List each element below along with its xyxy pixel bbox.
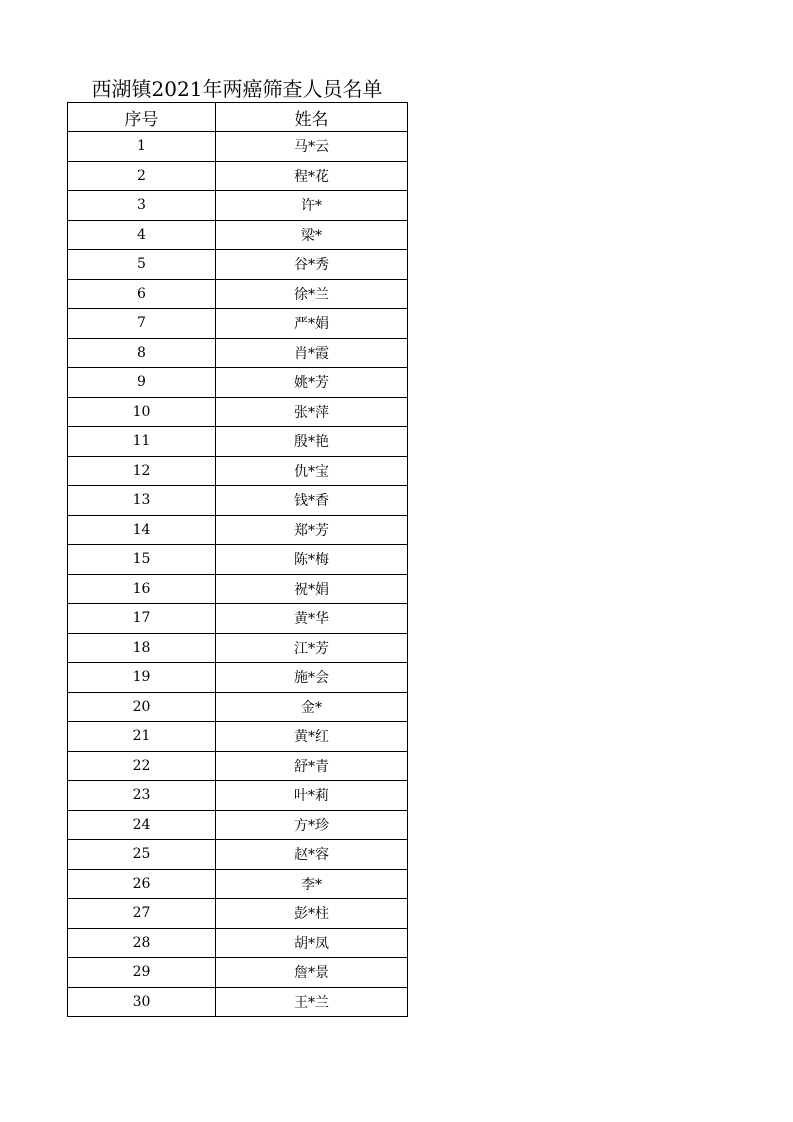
screening-roster-table xyxy=(67,102,408,1017)
row-name-cell: 施*会 xyxy=(216,663,408,693)
row-index-cell: 2 xyxy=(68,161,216,191)
row-name-cell: 严*娟 xyxy=(216,309,408,339)
row-index-cell: 19 xyxy=(68,663,216,693)
row-name-cell: 胡*凤 xyxy=(216,928,408,958)
row-name-cell: 江*芳 xyxy=(216,633,408,663)
table-row xyxy=(68,692,408,722)
document-title xyxy=(67,76,407,102)
title-text: 西湖镇2021年两癌筛查人员名单 xyxy=(91,77,383,101)
row-name-cell: 黄*红 xyxy=(216,722,408,752)
row-name-cell: 张*萍 xyxy=(216,397,408,427)
row-index-cell: 21 xyxy=(68,722,216,752)
row-index-cell: 20 xyxy=(68,692,216,722)
table-row xyxy=(68,191,408,221)
row-index-cell: 1 xyxy=(68,132,216,162)
table-row xyxy=(68,397,408,427)
table-header-row xyxy=(68,103,408,132)
row-name-cell: 叶*莉 xyxy=(216,781,408,811)
table-row xyxy=(68,899,408,929)
row-name-cell: 金* xyxy=(216,692,408,722)
table-row xyxy=(68,486,408,516)
row-index-cell: 11 xyxy=(68,427,216,457)
row-name-cell: 祝*娟 xyxy=(216,574,408,604)
row-index-cell: 7 xyxy=(68,309,216,339)
row-index-cell: 25 xyxy=(68,840,216,870)
column-header-index: 序号 xyxy=(68,103,216,132)
table-row xyxy=(68,840,408,870)
column-header-name: 姓名 xyxy=(216,103,408,132)
row-name-cell: 程*花 xyxy=(216,161,408,191)
row-index-cell: 8 xyxy=(68,338,216,368)
row-name-cell: 郑*芳 xyxy=(216,515,408,545)
row-name-cell: 陈*梅 xyxy=(216,545,408,575)
row-index-cell: 23 xyxy=(68,781,216,811)
table-row xyxy=(68,663,408,693)
row-index-cell: 30 xyxy=(68,987,216,1017)
table-row xyxy=(68,250,408,280)
table-row xyxy=(68,869,408,899)
row-index-cell: 5 xyxy=(68,250,216,280)
table-row xyxy=(68,368,408,398)
row-name-cell: 许* xyxy=(216,191,408,221)
row-name-cell: 詹*景 xyxy=(216,958,408,988)
row-index-cell: 12 xyxy=(68,456,216,486)
table-row xyxy=(68,338,408,368)
table-row xyxy=(68,722,408,752)
table-row xyxy=(68,928,408,958)
row-index-cell: 28 xyxy=(68,928,216,958)
row-name-cell: 姚*芳 xyxy=(216,368,408,398)
row-name-cell: 王*兰 xyxy=(216,987,408,1017)
row-name-cell: 赵*容 xyxy=(216,840,408,870)
table-row xyxy=(68,456,408,486)
table-row xyxy=(68,427,408,457)
row-name-cell: 舒*青 xyxy=(216,751,408,781)
row-name-cell: 仇*宝 xyxy=(216,456,408,486)
table-row xyxy=(68,604,408,634)
row-name-cell: 谷*秀 xyxy=(216,250,408,280)
row-index-cell: 27 xyxy=(68,899,216,929)
row-index-cell: 10 xyxy=(68,397,216,427)
table-row xyxy=(68,132,408,162)
row-index-cell: 17 xyxy=(68,604,216,634)
table-row xyxy=(68,309,408,339)
row-name-cell: 梁* xyxy=(216,220,408,250)
row-name-cell: 彭*柱 xyxy=(216,899,408,929)
row-index-cell: 3 xyxy=(68,191,216,221)
row-name-cell: 钱*香 xyxy=(216,486,408,516)
table-row xyxy=(68,810,408,840)
row-index-cell: 26 xyxy=(68,869,216,899)
table-row xyxy=(68,633,408,663)
row-name-cell: 肖*霞 xyxy=(216,338,408,368)
table-row xyxy=(68,515,408,545)
table-row xyxy=(68,574,408,604)
row-name-cell: 殷*艳 xyxy=(216,427,408,457)
row-index-cell: 16 xyxy=(68,574,216,604)
row-index-cell: 29 xyxy=(68,958,216,988)
row-index-cell: 15 xyxy=(68,545,216,575)
table-row xyxy=(68,958,408,988)
row-index-cell: 14 xyxy=(68,515,216,545)
row-name-cell: 黄*华 xyxy=(216,604,408,634)
row-index-cell: 13 xyxy=(68,486,216,516)
row-name-cell: 徐*兰 xyxy=(216,279,408,309)
row-name-cell: 马*云 xyxy=(216,132,408,162)
row-index-cell: 4 xyxy=(68,220,216,250)
table-row xyxy=(68,751,408,781)
table-row xyxy=(68,987,408,1017)
table-row xyxy=(68,220,408,250)
table-body xyxy=(68,132,408,1017)
table-row xyxy=(68,279,408,309)
table-row xyxy=(68,781,408,811)
row-index-cell: 6 xyxy=(68,279,216,309)
row-index-cell: 24 xyxy=(68,810,216,840)
row-index-cell: 9 xyxy=(68,368,216,398)
row-index-cell: 22 xyxy=(68,751,216,781)
table-row xyxy=(68,161,408,191)
row-name-cell: 方*珍 xyxy=(216,810,408,840)
row-name-cell: 李* xyxy=(216,869,408,899)
row-index-cell: 18 xyxy=(68,633,216,663)
table-row xyxy=(68,545,408,575)
